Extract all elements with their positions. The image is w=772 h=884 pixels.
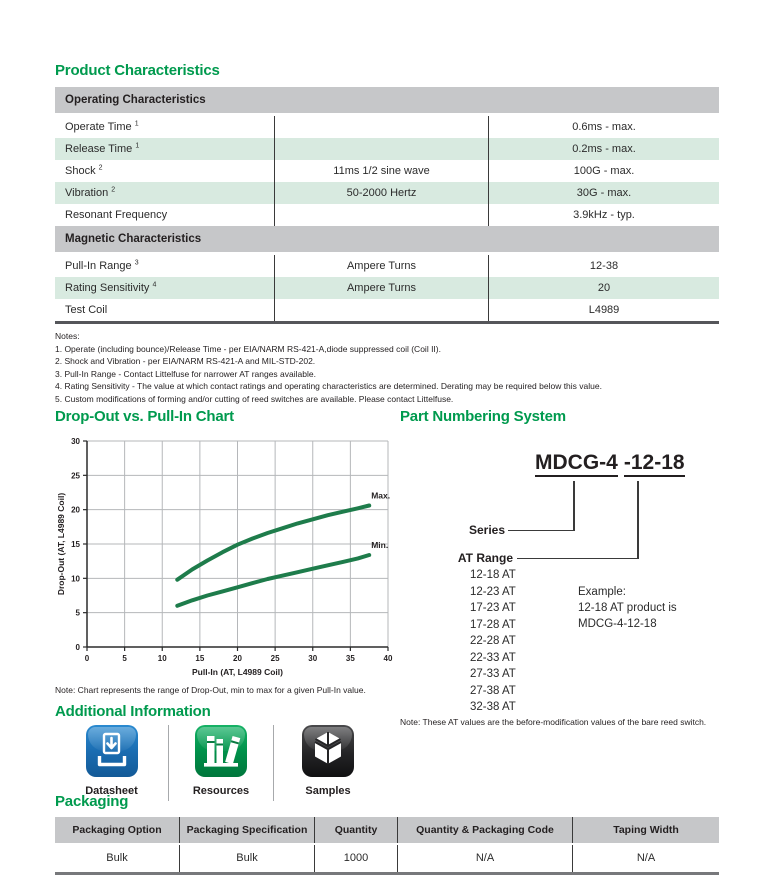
svg-text:25: 25 — [270, 654, 280, 663]
svg-text:0: 0 — [75, 643, 80, 652]
cell-packaging-option: Bulk — [55, 845, 180, 872]
part-numbering-heading: Part Numbering System — [400, 408, 566, 425]
footnotes — [55, 330, 719, 405]
note-line: 4. Rating Sensitivity - The value at which contact ratings and operating characteristics are determined. Derating may be required below this value. — [55, 381, 602, 391]
row-condition: Ampere Turns — [275, 277, 489, 299]
packaging-table-row — [55, 845, 719, 872]
row-condition — [275, 116, 489, 138]
column-header: Quantity — [315, 817, 398, 843]
table-row — [55, 299, 719, 321]
note-line: 3. Pull-In Range - Contact Littelfuse for narrower AT ranges available. — [55, 368, 316, 379]
cell-taping-width: N/A — [636, 852, 656, 864]
row-condition: 50-2000 Hertz — [275, 182, 489, 204]
column-header: Packaging Option — [55, 817, 180, 843]
dropout-pullin-chart — [55, 431, 400, 683]
example-line: MDCG-4-12-18 — [578, 618, 657, 630]
svg-text:Min.: Min. — [371, 539, 389, 550]
part-number — [535, 451, 685, 475]
note-line: 1. Operate (including bounce)/Release Time - per EIA/NARM RS-421-A,diode suppressed coil (Coil II). — [55, 343, 441, 354]
dropout-pullin-chart-section — [55, 408, 400, 695]
row-name: Test Coil — [65, 304, 108, 316]
datasheet-link[interactable] — [55, 725, 168, 797]
row-footnote-ref: 4 — [152, 281, 157, 289]
svg-text:15: 15 — [71, 540, 80, 549]
at-range-item: 32-38 AT — [470, 701, 516, 713]
resources-link[interactable] — [169, 725, 273, 797]
additional-information-links — [55, 725, 382, 801]
at-range-item: 27-38 AT — [470, 684, 516, 697]
table-row — [55, 277, 719, 299]
row-footnote-ref: 1 — [134, 120, 139, 128]
row-value: 20 — [597, 282, 611, 294]
row-condition — [275, 299, 489, 321]
product-characteristics-table — [55, 87, 719, 324]
svg-text:Max.: Max. — [371, 490, 391, 501]
row-value: 3.9kHz - typ. — [573, 209, 635, 221]
svg-text:Pull-In (AT, L4989 Coil): Pull-In (AT, L4989 Coil) — [192, 667, 283, 677]
open-box-icon[interactable] — [302, 725, 354, 777]
part-numbering-section — [400, 408, 735, 727]
cell-packaging-specification: Bulk — [180, 845, 315, 872]
resources-label: Resources — [192, 785, 250, 797]
books-icon[interactable] — [195, 725, 247, 777]
magnetic-characteristics-band: Magnetic Characteristics — [55, 226, 719, 252]
part-number-at-range: -12-18 — [624, 451, 685, 477]
row-footnote-ref: 2 — [111, 186, 116, 194]
row-value: L4989 — [588, 304, 620, 316]
svg-text:Drop-Out (AT, L4989 Coil): Drop-Out (AT, L4989 Coil) — [56, 492, 66, 596]
table-row — [55, 182, 719, 204]
part-numbering-note: Note: These AT values are the before-modification values of the bare reed switch. — [400, 717, 707, 727]
table-row — [55, 138, 719, 160]
row-footnote-ref: 2 — [98, 164, 103, 172]
at-range-item: 17-23 AT — [470, 602, 516, 614]
samples-link[interactable] — [274, 725, 382, 797]
column-header: Quantity & Packaging Code — [398, 817, 573, 843]
cell-quantity-packaging-code: N/A — [398, 845, 573, 872]
svg-text:30: 30 — [308, 654, 318, 663]
at-range-connector-vertical — [637, 481, 639, 559]
operating-characteristics-band: Operating Characteristics — [55, 87, 719, 113]
row-name: Vibration — [65, 187, 112, 199]
at-range-list — [470, 567, 516, 716]
at-range-item: 12-18 AT — [470, 569, 516, 581]
at-range-item: 22-28 AT — [470, 635, 516, 647]
at-range-item: 27-33 AT — [470, 668, 516, 680]
row-name: Pull-In Range — [65, 260, 135, 272]
svg-text:15: 15 — [195, 654, 205, 663]
notes-label: Notes: — [55, 331, 80, 341]
chart-note: Note: Chart represents the range of Drop-Out, min to max for a given Pull-In value. — [55, 685, 366, 695]
cell-quantity: 1000 — [315, 845, 398, 872]
packaging-heading: Packaging — [55, 793, 129, 810]
series-connector-vertical — [573, 481, 575, 531]
additional-information-heading: Additional Information — [55, 703, 211, 720]
row-condition — [275, 138, 489, 160]
svg-text:30: 30 — [71, 437, 80, 446]
series-label: Series — [468, 523, 505, 537]
example-line: Example: — [578, 586, 626, 598]
svg-text:10: 10 — [157, 654, 167, 663]
table-row — [55, 116, 719, 138]
row-name: Operate Time — [65, 121, 135, 133]
row-condition: Ampere Turns — [275, 255, 489, 277]
table-row — [55, 160, 719, 182]
row-value: 0.2ms - max. — [572, 143, 636, 155]
svg-text:5: 5 — [122, 654, 127, 663]
svg-text:10: 10 — [71, 574, 80, 584]
row-name: Release Time — [65, 143, 136, 155]
chart-heading: Drop-Out vs. Pull-In Chart — [55, 408, 234, 425]
row-footnote-ref: 3 — [134, 259, 139, 267]
note-line: 5. Custom modifications of forming and/or cutting of reed switches are available. Please contact Littelfuse. — [55, 393, 454, 404]
row-condition — [275, 204, 489, 226]
svg-text:0: 0 — [84, 654, 90, 663]
table-row — [55, 255, 719, 277]
svg-text:40: 40 — [383, 654, 393, 663]
row-value: 0.6ms - max. — [572, 121, 636, 133]
row-footnote-ref: 1 — [135, 142, 140, 150]
samples-label: Samples — [305, 785, 351, 797]
row-name: Shock — [65, 165, 99, 177]
datasheet-label: Datasheet — [85, 785, 138, 797]
row-condition: 11ms 1/2 sine wave — [275, 160, 489, 182]
at-range-item: 17-28 AT — [470, 618, 516, 631]
note-line: 2. Shock and Vibration - per EIA/NARM RS-421-A and MIL-STD-202. — [55, 356, 316, 366]
svg-text:20: 20 — [71, 505, 80, 515]
packaging-table — [55, 817, 719, 875]
part-number-example — [578, 584, 677, 632]
row-name: Rating Sensitivity — [65, 282, 153, 294]
row-value: 30G - max. — [576, 187, 632, 199]
row-name: Resonant Frequency — [65, 209, 168, 221]
column-header: Taping Width — [613, 824, 679, 836]
column-header: Packaging Specification — [180, 817, 315, 843]
product-characteristics-heading: Product Characteristics — [55, 62, 220, 79]
packaging-table-header — [55, 817, 719, 843]
row-value: 100G - max. — [573, 165, 635, 177]
at-range-item: 22-33 AT — [470, 651, 516, 664]
svg-text:20: 20 — [233, 654, 242, 663]
example-line: 12-18 AT product is — [578, 602, 677, 614]
row-value: 12-38 — [589, 260, 619, 272]
svg-text:5: 5 — [75, 608, 80, 618]
at-range-connector-horizontal — [517, 558, 638, 560]
table-row — [55, 204, 719, 226]
part-numbering-diagram — [400, 449, 735, 727]
at-range-label: AT Range — [457, 551, 513, 565]
at-range-item: 12-23 AT — [470, 585, 516, 598]
svg-text:35: 35 — [345, 654, 355, 663]
part-number-series: MDCG-4 — [535, 451, 618, 477]
series-connector-horizontal — [508, 530, 574, 532]
svg-text:25: 25 — [71, 471, 80, 481]
download-document-icon[interactable] — [86, 725, 138, 777]
